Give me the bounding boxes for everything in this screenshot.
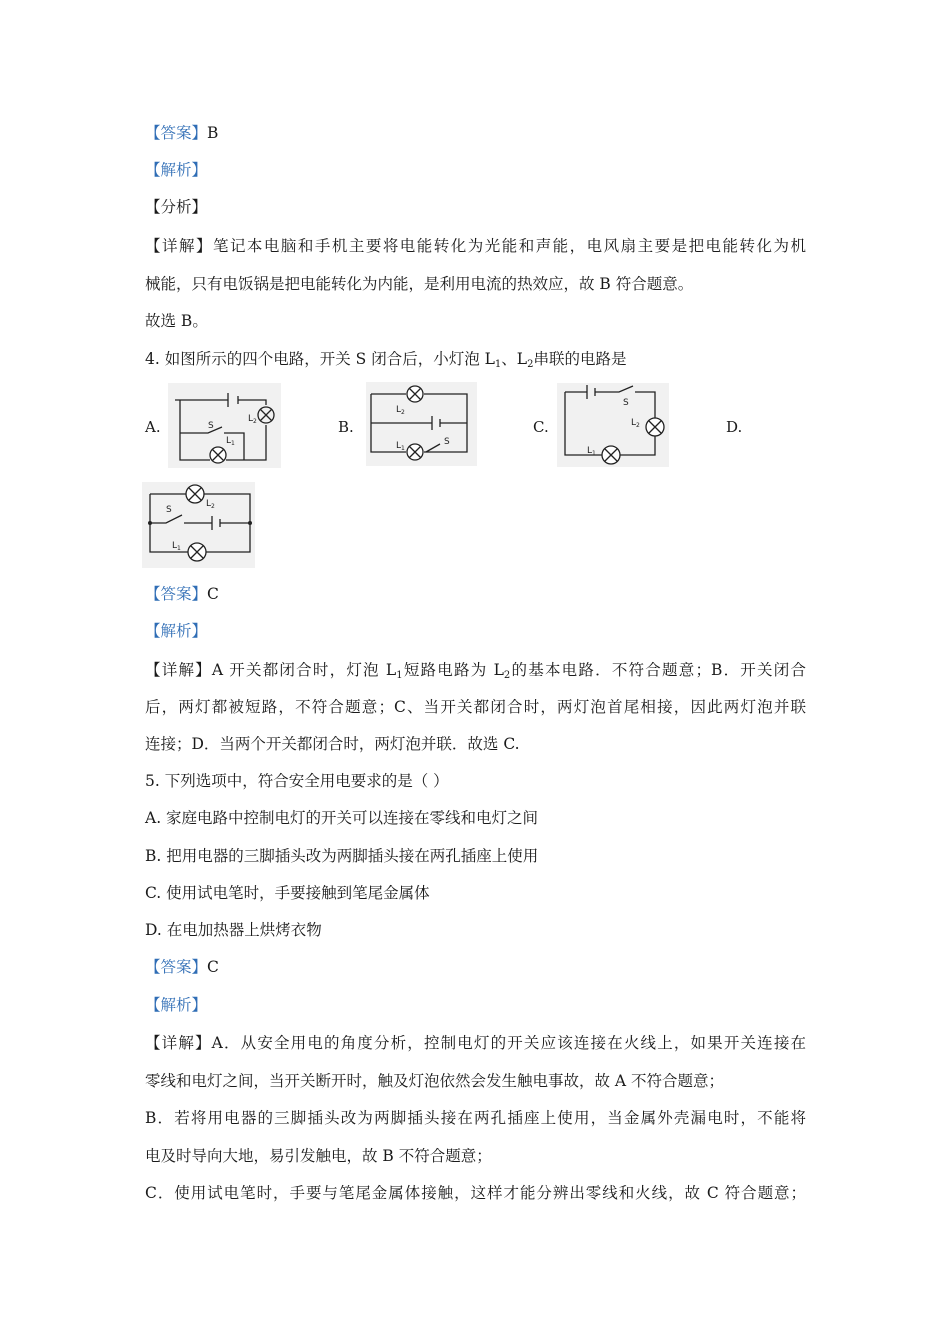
q4-detail-line2: 后，两灯都被短路，不符合题意；C、当开关都闭合时，两灯泡首尾相接，因此两灯泡并联 — [145, 698, 806, 716]
answer-tag: 【答案】 — [145, 124, 208, 142]
q3-conclusion: 故选 B。 — [145, 312, 208, 330]
q5-detail-line2: 零线和电灯之间，当开关断开时，触及灯泡依然会发生触电事故，故 A 不符合题意； — [145, 1072, 725, 1090]
circuit-diagram-a — [168, 383, 281, 468]
svg-text:L1: $L_1$ — [226, 436, 235, 447]
option-c-label: C. — [533, 418, 549, 436]
q5-answer-line — [145, 957, 219, 977]
q5-detail-line1 — [145, 1033, 806, 1053]
circuit-diagram-b — [366, 382, 477, 466]
answer-value: C — [207, 585, 219, 603]
svg-text:L1: $L_1$ — [172, 541, 181, 552]
q5-option-b: B. 把用电器的三脚插头改为两脚插头接在两孔插座上使用 — [145, 847, 539, 865]
q3-fenxi-tag: 【分析】 — [145, 198, 208, 216]
subscript: 2 — [527, 359, 534, 370]
svg-text:L2: $L_2$ — [396, 405, 405, 416]
answer-tag: 【答案】 — [145, 585, 208, 603]
svg-text:S: S — [208, 421, 214, 431]
answer-value: C — [207, 958, 219, 976]
svg-text:L1: $L_1$ — [587, 446, 596, 457]
circuit-diagram-d — [142, 482, 255, 568]
q3-detail-line2: 械能，只有电饭锅是把电能转化为内能，是利用电流的热效应，故 B 符合题意。 — [145, 275, 694, 293]
q4-detail-line1 — [145, 660, 806, 680]
answer-tag: 【答案】 — [145, 958, 208, 976]
detail-text: 笔记本电脑和手机主要将电能转化为光能和声能，电风扇主要是把电能转化为机 — [212, 237, 806, 255]
q4-answer-line — [145, 584, 219, 604]
option-d-label: D. — [726, 418, 743, 436]
svg-text:L2: $L_2$ — [206, 499, 215, 510]
subscript: 1 — [396, 670, 403, 681]
svg-text:S: S — [444, 437, 450, 447]
stem-part: 4. 如图所示的四个电路，开关 S 闭合后，小灯泡 L — [145, 350, 495, 368]
q3-answer-line — [145, 123, 218, 143]
svg-text:L2: $L_2$ — [631, 418, 640, 429]
detail-text: 的基本电路．不符合题意；B．开关闭合 — [510, 661, 806, 679]
svg-text:L2: $L_2$ — [248, 414, 257, 425]
subscript: 1 — [494, 359, 502, 370]
option-b-label: B. — [338, 418, 354, 436]
svg-text:L1: $L_1$ — [396, 441, 405, 452]
q4-analysis-tag: 【解析】 — [145, 622, 208, 640]
q4-detail-line3: 连接；D．当两个开关都闭合时，两灯泡并联．故选 C. — [145, 735, 520, 753]
q4-stem — [145, 349, 626, 369]
detail-tag: 【详解】 — [145, 661, 212, 679]
q3-analysis-tag: 【解析】 — [145, 161, 208, 179]
stem-part: 、L — [501, 350, 528, 368]
circuit-diagram-c — [557, 383, 669, 467]
answer-value: B — [207, 124, 219, 142]
q5-option-d: D. 在电加热器上烘烤衣物 — [145, 921, 322, 939]
q5-detail-line5: C．使用试电笔时，手要与笔尾金属体接触，这样才能分辨出零线和火线，故 C 符合题意； — [145, 1184, 806, 1202]
detail-text: A．从安全用电的角度分析，控制电灯的开关应该连接在火线上，如果开关连接在 — [211, 1034, 806, 1052]
detail-tag: 【详解】 — [145, 1034, 212, 1052]
subscript: 2 — [503, 670, 511, 681]
q5-detail-line4: 电及时导向大地，易引发触电，故 B 不符合题意； — [145, 1147, 492, 1165]
detail-text: 短路电路为 L — [402, 661, 504, 679]
stem-part: 串联的电路是 — [533, 350, 627, 368]
q5-stem: 5. 下列选项中，符合安全用电要求的是（ ） — [145, 772, 449, 790]
q5-detail-line3: B．若将用电器的三脚插头改为两脚插头接在两孔插座上使用，当金属外壳漏电时，不能将 — [145, 1109, 806, 1127]
option-a-label: A. — [145, 418, 161, 436]
q5-option-c: C. 使用试电笔时，手要接触到笔尾金属体 — [145, 884, 430, 902]
q5-analysis-tag: 【解析】 — [145, 996, 208, 1014]
q3-detail-line1 — [145, 236, 806, 256]
svg-text:S: S — [166, 505, 172, 515]
detail-text: A 开关都闭合时，灯泡 L — [211, 661, 397, 679]
svg-text:S: S — [623, 398, 629, 408]
q5-option-a: A. 家庭电路中控制电灯的开关可以连接在零线和电灯之间 — [145, 809, 539, 827]
detail-tag: 【详解】 — [145, 237, 213, 255]
